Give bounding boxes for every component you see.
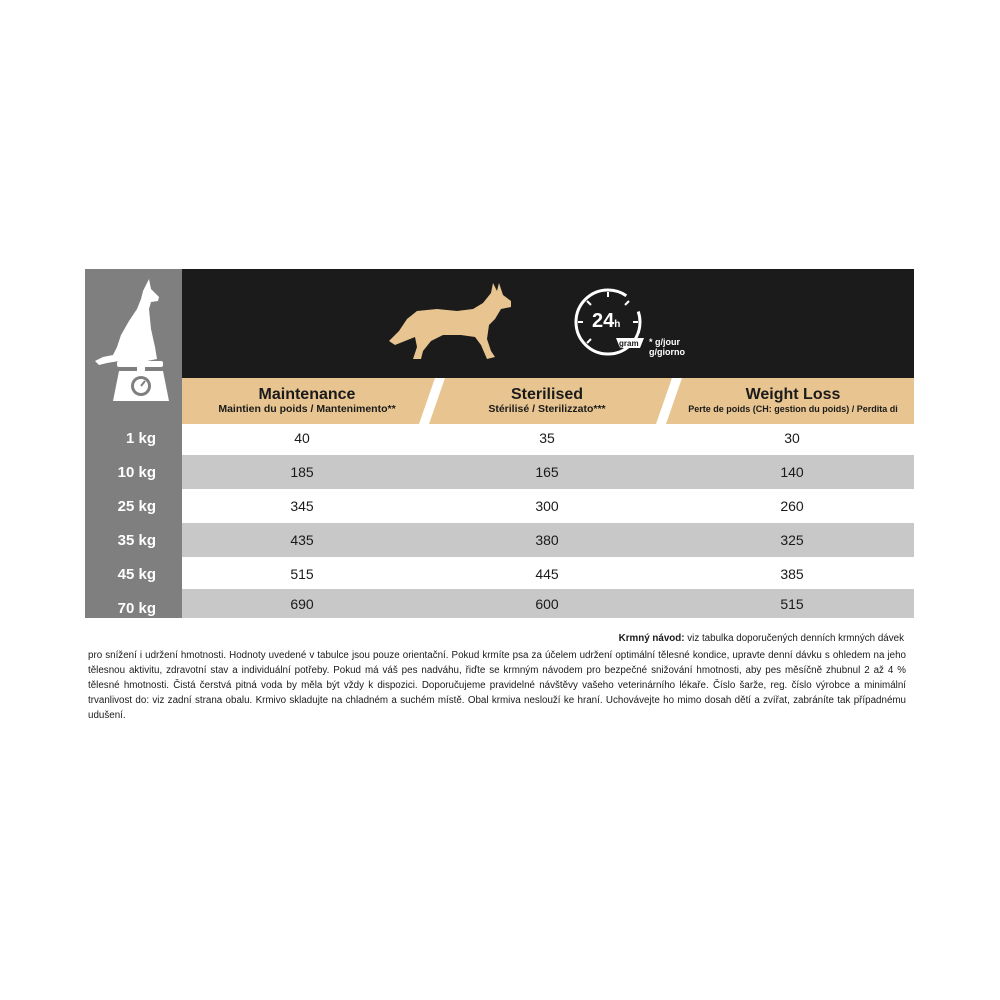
- table-cell: 690: [290, 595, 314, 612]
- gram-star: *: [638, 339, 642, 348]
- table-cell: 600: [535, 595, 559, 612]
- gram-label: [619, 339, 642, 348]
- table-row: [182, 455, 914, 489]
- table-cell: 445: [535, 566, 559, 582]
- feeding-guide-lead: viz tabulka doporučených denních krmných dávek: [684, 633, 904, 644]
- clock-24-label: [592, 310, 620, 333]
- table-cell: 140: [780, 464, 804, 480]
- column-header-weight-loss: [672, 378, 914, 424]
- weight-label: 45 kg: [117, 565, 156, 583]
- table-cell: 325: [780, 532, 804, 548]
- dog-icon: [387, 279, 517, 361]
- table-cell: 385: [780, 566, 804, 582]
- table-row: [182, 489, 914, 523]
- column-subtitle: Stérilisé / Sterilizzato***: [488, 403, 606, 415]
- table-cell: 435: [290, 532, 314, 548]
- column-header-sterilised: [432, 378, 662, 424]
- weight-label: 1 kg: [125, 429, 156, 447]
- weight-column: [85, 269, 182, 618]
- gram-text: gram: [619, 339, 639, 348]
- table-cell: 165: [535, 464, 559, 480]
- table-row: [182, 589, 914, 618]
- column-subtitle: Perte de poids (CH: gestion du poids) / Perdita di: [688, 404, 898, 414]
- weight-label: 25 kg: [117, 497, 156, 515]
- table-cell: 380: [535, 532, 559, 548]
- table-row: [182, 421, 914, 455]
- column-title: Maintenance: [258, 386, 356, 403]
- unit-line: g/giorno: [649, 347, 685, 357]
- unit-note: [649, 337, 685, 357]
- column-header-row: [182, 378, 914, 424]
- table-cell: 300: [535, 498, 559, 514]
- dog-on-scale-icon: [85, 269, 182, 421]
- table-cell: 515: [780, 595, 804, 612]
- clock-unit: h: [614, 319, 621, 330]
- table-cell: 35: [539, 430, 555, 446]
- feeding-guide-heading: [619, 633, 904, 644]
- table-cell: 40: [294, 430, 310, 446]
- column-subtitle: Maintien du poids / Mantenimento**: [218, 403, 396, 415]
- unit-line: * g/jour: [649, 337, 680, 347]
- weight-label: 70 kg: [117, 599, 156, 617]
- table-cell: 260: [780, 498, 804, 514]
- weight-label: 35 kg: [117, 531, 156, 549]
- column-header-maintenance: [182, 378, 432, 424]
- table-cell: 30: [784, 430, 800, 446]
- column-title: Weight Loss: [745, 386, 841, 403]
- weight-label: 10 kg: [117, 463, 156, 481]
- table-cell: 345: [290, 498, 314, 514]
- feeding-guide-label: Krmný návod:: [618, 633, 685, 644]
- feeding-guide-text: pro snížení i udržení hmotnosti. Hodnoty uvedené v tabulce jsou pouze orientační. Pokud krmíte psa za účelem udržení optimální tělesné kondice, upravte denní dávku s ohledem na jeho tělesnou aktivitu, zdravotní stav a individuální potřeby. Pokud má váš pes nadváhu, řiďte se krmným návodem pro bezpečné snižování hmotnosti, aby pes měsíčně zhubnul 2 až 4 % tělesné hmotnosti. Čistá čerstvá pitná voda by měla být vždy k dispozici. Doporučujeme pravidelné návštěvy vašeho veterinárního lékaře. Číslo šarže, reg. číslo výrobce a minimální trvanlivost do: viz zadní strana obalu. Krmivo skladujte na chladném a suchém místě. Obal krmiva neslouží ke hraní. Uchovávejte ho mimo dosah dětí a zvířat, zabráníte tak případnému udušení.: [88, 650, 906, 721]
- column-title: Sterilised: [510, 386, 584, 403]
- table-header-band: [182, 269, 914, 378]
- table-row: [182, 557, 914, 591]
- table-cell: 185: [290, 464, 314, 480]
- table-cell: 515: [290, 566, 314, 582]
- table-row: [182, 523, 914, 557]
- clock-hours: 24: [592, 310, 615, 332]
